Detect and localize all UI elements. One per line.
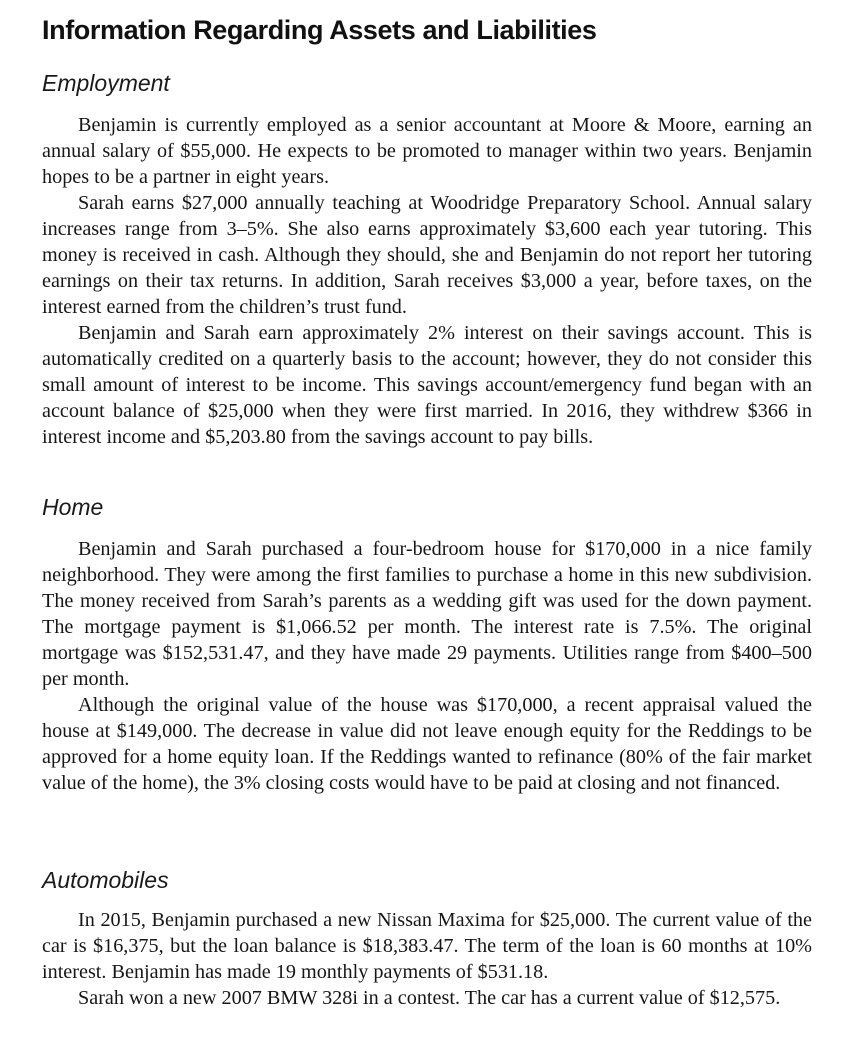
paragraph: Benjamin is currently employed as a senior accountant at Moore & Moore, earning an annual salary of $55,000. He expects to be promoted to manager within two years. Benjamin hopes to be a partner in eight years. [42, 114, 812, 188]
paragraph: Benjamin and Sarah purchased a four-bedroom house for $170,000 in a nice family neighborhood. They were among the first families to purchase a home in this new subdivision. The money received from Sarah’s parents as a wedding gift was used for the down payment. The mortgage payment is $1,066.52 per month. The interest rate is 7.5%. The original mortgage was $152,531.47, and they have made 29 payments. Utilities range from $400–500 per month. [42, 538, 812, 690]
section-heading-automobiles: Automobiles [42, 867, 169, 893]
paragraph: Sarah won a new 2007 BMW 328i in a contest. The car has a current value of $12,575. [78, 987, 781, 1009]
paragraph: Sarah earns $27,000 annually teaching at Woodridge Preparatory School. Annual salary increases range from 3–5%. She also earns approximately $3,600 each year tutoring. This money is received in cash. Although they should, she and Benjamin do not report her tutoring earnings on their tax returns. In addition, Sarah receives $3,000 a year, before taxes, on the interest earned from the children’s trust fund. [42, 192, 812, 318]
page-title: Information Regarding Assets and Liabilities [42, 15, 597, 45]
section-heading-home: Home [42, 494, 104, 520]
paragraph: Although the original value of the house was $170,000, a recent appraisal valued the house at $149,000. The decrease in value did not leave enough equity for the Reddings to be approved for a home equity loan. If the Reddings wanted to refinance (80% of the fair market value of the home), the 3% closing costs would have to be paid at closing and not financed. [42, 694, 812, 794]
paragraph: In 2015, Benjamin purchased a new Nissan Maxima for $25,000. The current value of the car is $16,375, but the loan balance is $18,383.47. The term of the loan is 60 months at 10% interest. Benjamin has made 19 monthly payments of $531.18. [42, 909, 812, 983]
section-body-employment [42, 112, 812, 450]
section-body-home [42, 536, 812, 796]
section-heading-employment: Employment [42, 70, 170, 96]
section-body-automobiles [42, 907, 812, 1011]
paragraph: Benjamin and Sarah earn approximately 2% interest on their savings account. This is automatically credited on a quarterly basis to the account; however, they do not consider this small amount of interest to be income. This savings account/emergency fund began with an account balance of $25,000 when they were first married. In 2016, they withdrew $366 in interest income and $5,203.80 from the savings account to pay bills. [42, 322, 812, 448]
